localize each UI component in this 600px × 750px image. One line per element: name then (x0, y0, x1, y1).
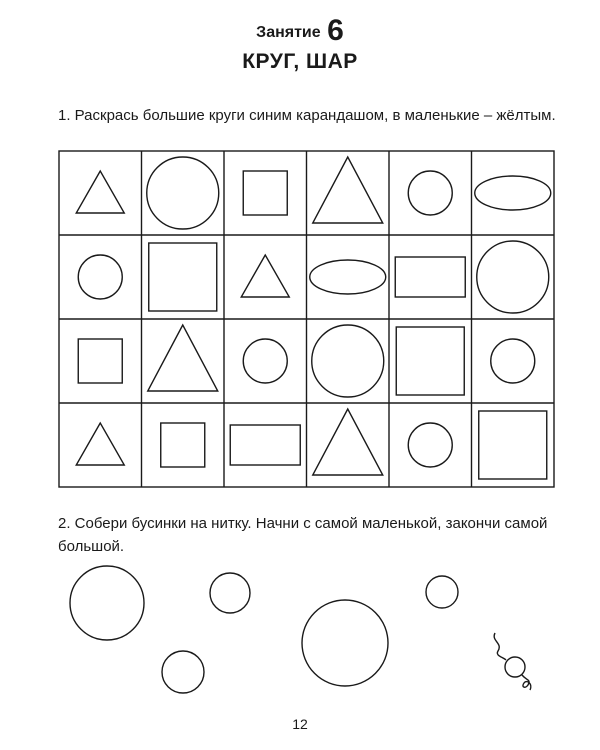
thread-with-bead-icon (494, 633, 531, 690)
lesson-word: Занятие (256, 24, 321, 41)
bead-3[interactable] (426, 576, 458, 608)
bead-4[interactable] (162, 651, 204, 693)
task2-instruction: 2. Собери бусинки на нитку. Начни с самой маленькой, закончи самой большой. (58, 515, 548, 555)
page-number: 12 (292, 716, 308, 732)
page-title: КРУГ, ШАР (242, 50, 358, 73)
task1-instruction: 1. Раскрась большие круги синим карандашом, в маленькие – жёлтым. (58, 107, 556, 124)
bead-2[interactable] (210, 573, 250, 613)
lesson-number: 6 (327, 14, 344, 47)
bead-5[interactable] (302, 600, 388, 686)
bead-1[interactable] (70, 566, 144, 640)
